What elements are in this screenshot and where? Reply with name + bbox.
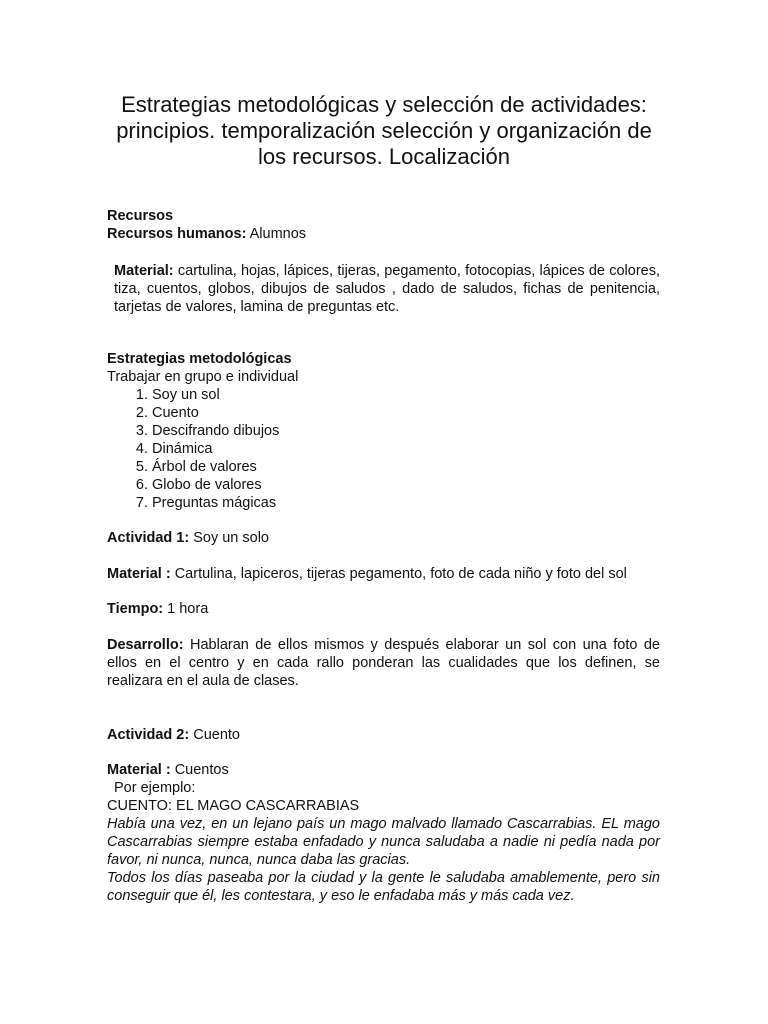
list-number: 1. <box>135 387 148 403</box>
example-intro: Por ejemplo: <box>114 780 196 796</box>
actividad2-material <box>107 761 660 779</box>
recursos-humanos-value: Alumnos <box>246 226 307 242</box>
list-label: Árbol de valores <box>152 459 257 475</box>
actividad1-line <box>107 529 660 547</box>
list-label: Descifrando dibujos <box>152 423 280 439</box>
recursos-section <box>107 207 660 243</box>
actividad1-material-label: Material : <box>107 566 171 582</box>
title-line-3: los recursos. Localización <box>258 144 510 169</box>
actividad2-value: Cuento <box>189 727 240 743</box>
list-item <box>135 476 660 494</box>
material-label: Material: <box>114 263 174 279</box>
list-number: 7. <box>135 495 148 511</box>
actividad1-desarrollo-label: Desarrollo: <box>107 637 184 653</box>
list-number: 5. <box>135 459 148 475</box>
document-title <box>96 92 672 170</box>
actividad1-tiempo-label: Tiempo: <box>107 601 164 617</box>
list-item <box>135 386 660 404</box>
list-item <box>135 404 660 422</box>
list-label: Dinámica <box>152 441 213 457</box>
strategy-list <box>107 386 660 512</box>
list-label: Cuento <box>152 405 199 421</box>
actividad2-label: Actividad 2: <box>107 727 190 743</box>
list-number: 3. <box>135 423 148 439</box>
estrategias-intro: Trabajar en grupo e individual <box>107 369 299 385</box>
estrategias-heading: Estrategias metodológicas <box>107 351 292 367</box>
list-label: Soy un sol <box>152 387 220 403</box>
list-item <box>135 440 660 458</box>
list-number: 2. <box>135 405 148 421</box>
actividad2-material-label: Material : <box>107 762 171 778</box>
title-line-2: principios. temporalización selección y organización de <box>116 118 652 143</box>
material-value: cartulina, hojas, lápices, tijeras, pegamento, fotocopias, lápices de colores, tiza, cuentos, globos, dibujos de saludos , dado de saludos, fichas de penitencia, tarjetas de valores, lamina de preguntas etc. <box>114 263 660 315</box>
story-title: CUENTO: EL MAGO CASCARRABIAS <box>107 798 360 814</box>
story-paragraph-2: Todos los días paseaba por la ciudad y la gente le saludaba amablemente, pero sin conseguir que él, les contestara, y eso le enfadaba más y más cada vez. <box>107 870 660 904</box>
actividad2-material-value: Cuentos <box>170 762 229 778</box>
actividad2-line <box>107 726 660 744</box>
list-item <box>135 422 660 440</box>
list-number: 4. <box>135 441 148 457</box>
title-line-1: Estrategias metodológicas y selección de actividades: <box>121 92 647 117</box>
recursos-humanos-label: Recursos humanos: <box>107 226 247 242</box>
story-paragraph-1: Había una vez, en un lejano país un mago malvado llamado Cascarrabias. EL mago Cascarrabias siempre estaba enfadado y nunca saludaba a nadie ni pedía nada por favor, ni nunca, nunca, nunca daba las gracias. <box>107 816 660 868</box>
actividad1-tiempo-value: 1 hora <box>163 601 209 617</box>
list-item <box>135 458 660 476</box>
list-label: Globo de valores <box>152 477 262 493</box>
actividad1-material <box>107 565 660 583</box>
recursos-heading: Recursos <box>107 208 174 224</box>
actividad1-tiempo <box>107 600 660 618</box>
actividad1-desarrollo-value: Hablaran de ellos mismos y después elaborar un sol con una foto de ellos en el centro y en cada rallo ponderan las cualidades que los definen, se realizara en el aula de clases. <box>107 637 660 689</box>
list-item <box>135 494 660 512</box>
actividad1-desarrollo <box>107 636 660 690</box>
actividad1-label: Actividad 1: <box>107 530 190 546</box>
estrategias-section <box>107 350 660 512</box>
actividad1-material-value: Cartulina, lapiceros, tijeras pegamento, foto de cada niño y foto del sol <box>170 566 627 582</box>
actividad1-value: Soy un solo <box>189 530 269 546</box>
recursos-humanos <box>107 225 660 243</box>
list-number: 6. <box>135 477 148 493</box>
material-paragraph <box>107 262 660 316</box>
list-label: Preguntas mágicas <box>152 495 277 511</box>
actividad2-material-block <box>107 761 660 905</box>
